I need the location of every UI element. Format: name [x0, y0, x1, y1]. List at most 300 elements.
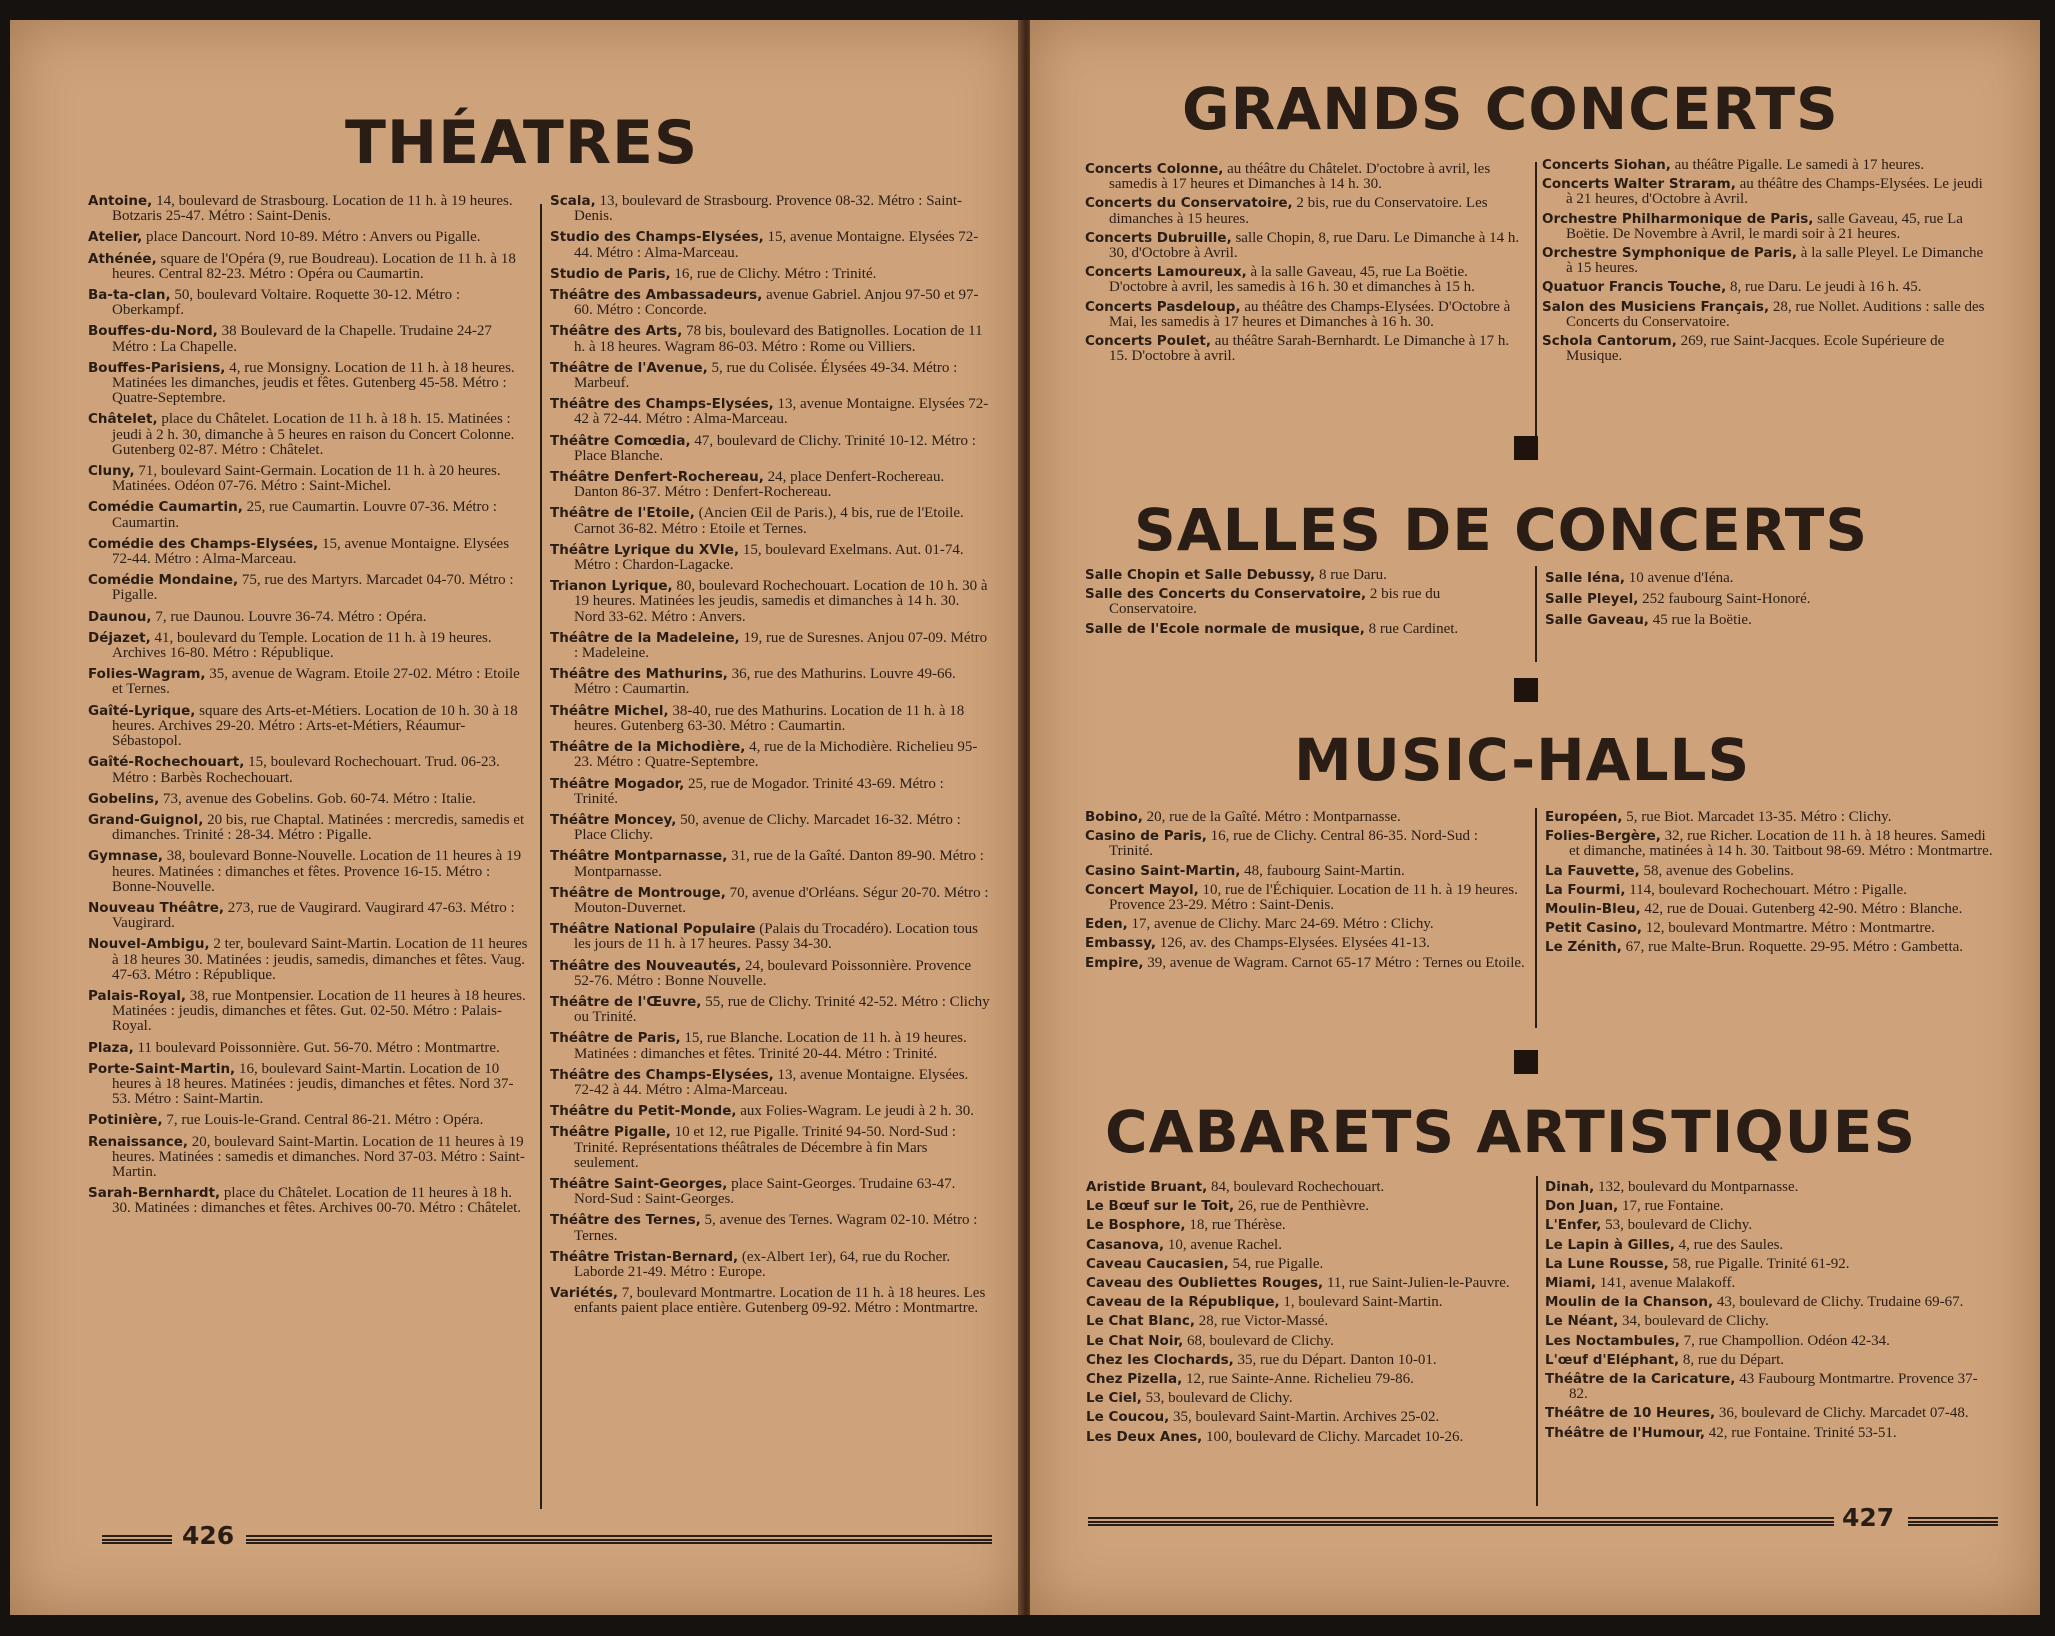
listing-entry	[1086, 1410, 1526, 1425]
listing-name: Salle Pleyel,	[1545, 591, 1639, 607]
listing-name: Salon des Musiciens Français,	[1542, 298, 1770, 315]
listing-details: au théâtre Sarah-Bernhardt. Le Dimanche à 17 h. 15. D'octobre à avril.	[1109, 333, 1510, 365]
listing-entry	[1086, 1314, 1526, 1329]
listing-entry	[88, 1186, 528, 1216]
listing-name: Théâtre du Petit-Monde,	[550, 1103, 737, 1120]
listing-details: 28, rue Nollet. Auditions : salle des Concerts du Conservatoire.	[1566, 298, 1985, 330]
listing-details: 2 bis, rue du Conservatoire. Les dimanches à 15 heures.	[1109, 195, 1488, 227]
listing-name: Embassy,	[1085, 935, 1157, 952]
listing-details: 70, avenue d'Orléans. Ségur 20-70. Métro : Mouton-Duvernet.	[574, 884, 989, 916]
listing-name: Théâtre de l'Etoile,	[550, 505, 695, 522]
listing-entry	[550, 959, 990, 989]
listing-details: 25, rue de Mogador. Trinité 43-69. Métro : Trinité.	[574, 775, 944, 807]
listing-entry	[1545, 864, 1995, 879]
listing-details: 15, avenue Montaigne. Elysées 72-44. Métro : Alma-Marceau.	[574, 229, 979, 261]
listing-name: Schola Cantorum,	[1542, 333, 1677, 350]
listing-details: 252 faubourg Saint-Honoré.	[1642, 591, 1811, 607]
listing-entry	[88, 610, 528, 625]
listing-entry	[550, 470, 990, 500]
page-number: 426	[182, 1521, 235, 1550]
listing-name: Salle des Concerts du Conservatoire,	[1085, 586, 1367, 603]
listing-details: 38, boulevard Bonne-Nouvelle. Location de 11 heures à 19 heures. Matinées : dimanches et fêtes. Provence 16-15. Métro : Bonne-Nouvelle.	[112, 848, 522, 895]
listing-entry	[1545, 1314, 1995, 1329]
listing-name: Scala,	[550, 193, 596, 209]
listing-name: Concerts Poulet,	[1085, 333, 1211, 350]
listing-name: Concerts Pasdeloup,	[1085, 298, 1241, 315]
listing-details: 7, rue Champollion. Odéon 42-34.	[1683, 1332, 1890, 1349]
listing-entry	[1545, 570, 1985, 587]
listing-entry	[1545, 921, 1995, 936]
section-separator	[1514, 678, 1538, 702]
listing-name: Théâtre des Mathurins,	[550, 666, 728, 683]
listing-details: salle Chopin, 8, rue Daru. Le Dimanche à 14 h. 30, d'Octobre à Avril.	[1109, 229, 1520, 262]
listing-name: Comédie Mondaine,	[88, 572, 239, 589]
listing-details: 41, boulevard du Temple. Location de 11 h. à 19 heures. Archives 16-80. Métro : République.	[112, 629, 492, 662]
salles-de-concerts-heading: SALLES DE CONCERTS	[1134, 496, 1869, 564]
footer-rule-right-b	[1908, 1517, 1998, 1526]
listing-name: Théâtre des Ambassadeurs,	[550, 287, 763, 304]
music-halls-column-divider	[1535, 808, 1537, 1028]
listing-entry	[88, 1041, 528, 1056]
listing-details: 4, rue de la Michodière. Richelieu 95-23. Métro : Quatre-Septembre.	[574, 739, 978, 771]
listing-entry	[1086, 1218, 1526, 1233]
listing-name: Casino Saint-Martin,	[1085, 862, 1241, 879]
listing-entry	[1085, 162, 1525, 192]
listing-entry	[550, 1031, 990, 1061]
listing-name: Gaîté-Lyrique,	[88, 702, 196, 719]
listing-details: 8, rue du Départ.	[1682, 1351, 1785, 1368]
listing-entry	[550, 704, 990, 734]
listing-name: Don Juan,	[1545, 1198, 1619, 1215]
listing-details: au théâtre des Champs-Elysées. Le jeudi à 21 heures, d'Octobre à Avril.	[1566, 176, 1983, 208]
listing-name: Casanova,	[1086, 1236, 1165, 1253]
listing-entry	[550, 1213, 990, 1243]
listing-name: L'œuf d'Eléphant,	[1545, 1351, 1680, 1368]
listing-entry	[550, 288, 990, 318]
listing-entry	[550, 1250, 990, 1280]
listing-details: 58, avenue des Gobelins.	[1643, 862, 1794, 879]
concerts-column-divider	[1535, 162, 1537, 442]
listing-details: 53, boulevard de Clichy.	[1145, 1390, 1293, 1407]
listing-details: 16, rue de Clichy. Métro : Trinité.	[674, 265, 877, 282]
cabarets-column-2	[1545, 1180, 1995, 1445]
listing-details: 7, rue Daunou. Louvre 36-74. Métro : Opéra.	[155, 608, 427, 625]
listing-name: Caveau des Oubliettes Rouges,	[1086, 1275, 1324, 1292]
listing-entry	[88, 901, 528, 931]
listing-entry	[1086, 1372, 1526, 1387]
listing-entry	[1545, 1372, 1995, 1402]
listing-entry	[550, 267, 990, 282]
listing-name: Théâtre des Arts,	[550, 323, 683, 340]
listing-entry	[1542, 212, 1992, 242]
listing-entry	[550, 361, 990, 391]
listing-entry	[88, 194, 528, 224]
listing-name: Antoine,	[88, 193, 153, 209]
listing-details: 15, avenue Montaigne. Elysées 72-44. Métro : Alma-Marceau.	[112, 535, 510, 568]
listing-details: 2 bis rue du Conservatoire.	[1109, 586, 1441, 618]
listing-name: Salle Gaveau,	[1545, 612, 1649, 628]
listing-details: 2 ter, boulevard Saint-Martin. Location de 11 heures à 18 heures 30. Matinées : jeudis, samedis, dimanches et fêtes. Vaug. 47-63. Métro : République.	[112, 936, 528, 983]
listing-details: 31, rue de la Gaîté. Danton 89-90. Métro : Montparnasse.	[574, 848, 984, 880]
listing-entry	[550, 1068, 990, 1098]
listing-name: Orchestre Symphonique de Paris,	[1542, 245, 1798, 262]
listing-entry	[88, 667, 528, 697]
listing-entry	[1545, 1426, 1995, 1441]
listing-entry	[88, 361, 528, 407]
listing-name: Théâtre de Paris,	[550, 1030, 681, 1047]
listing-entry	[1545, 883, 1995, 898]
listing-entry	[1086, 1391, 1526, 1406]
listing-name: Châtelet,	[88, 411, 158, 428]
listing-name: La Fauvette,	[1545, 862, 1640, 879]
listing-name: Théâtre Lyrique du XVIe,	[550, 541, 740, 558]
page-number: 427	[1842, 1503, 1895, 1532]
listing-details: 34, boulevard de Clichy.	[1621, 1313, 1769, 1330]
listing-details: 16, rue de Clichy. Central 86-35. Nord-Sud : Trinité.	[1109, 828, 1478, 860]
listing-entry	[88, 631, 528, 661]
listing-name: Théâtre des Champs-Elysées,	[550, 396, 774, 413]
listing-details: 67, rue Malte-Brun. Roquette. 29-95. Métro : Gambetta.	[1625, 939, 1964, 956]
listing-entry	[1542, 300, 1992, 330]
listing-details: (Palais du Trocadéro). Location tous les jours de 11 h. à 17 heures. Passy 34-30.	[574, 921, 978, 953]
listing-details: 114, boulevard Rochechouart. Métro : Pigalle.	[1629, 881, 1907, 898]
listing-name: Théâtre de la Caricature,	[1545, 1371, 1736, 1388]
listing-entry	[550, 506, 990, 536]
listing-name: Empire,	[1085, 954, 1144, 971]
listing-name: Théâtre des Ternes,	[550, 1212, 701, 1229]
listing-entry	[1085, 568, 1525, 583]
listing-name: Concert Mayol,	[1085, 881, 1199, 898]
listing-entry	[550, 849, 990, 879]
listing-entry	[1086, 1238, 1526, 1253]
listing-details: 20 bis, rue Chaptal. Matinées : mercredis, samedis et dimanches. Trinité : 28-34. Métro : Pigalle.	[112, 811, 525, 844]
listing-details: 13, boulevard de Strasbourg. Provence 08-32. Métro : Saint-Denis.	[574, 193, 963, 225]
listing-entry	[550, 397, 990, 427]
listing-name: Le Coucou,	[1086, 1409, 1170, 1426]
listing-details: 4, rue des Saules.	[1678, 1236, 1784, 1253]
listing-entry	[1086, 1180, 1526, 1195]
listing-name: Studio de Paris,	[550, 265, 671, 282]
listing-name: Théâtre Denfert-Rochereau,	[550, 469, 764, 486]
listing-name: La Lune Rousse,	[1545, 1255, 1669, 1272]
listing-details: 8 rue Cardinet.	[1368, 620, 1459, 637]
listing-entry	[88, 288, 528, 318]
listing-entry	[1545, 612, 1985, 629]
right-page	[1030, 20, 2040, 1615]
listing-entry	[550, 886, 990, 916]
listing-details: 25, rue Caumartin. Louvre 07-36. Métro : Caumartin.	[112, 499, 497, 531]
listing-name: Plaza,	[88, 1039, 134, 1056]
listing-details: 35, avenue de Wagram. Etoile 27-02. Métro : Etoile et Ternes.	[112, 666, 520, 698]
music-halls-heading: MUSIC-HALLS	[1294, 726, 1751, 794]
listing-details: 10, rue de l'Échiquier. Location de 11 h. à 19 heures. Provence 23-29. Métro : Saint-Denis.	[1109, 881, 1518, 914]
theatres-column-2	[550, 194, 990, 1323]
music-halls-column-1	[1085, 810, 1525, 975]
listing-details: aux Folies-Wagram. Le jeudi à 2 h. 30.	[740, 1103, 974, 1120]
cabarets-artistiques-heading: CABARETS ARTISTIQUES	[1105, 1098, 1917, 1166]
listing-details: 126, av. des Champs-Elysées. Elysées 41-13.	[1159, 935, 1430, 952]
listing-name: Concerts Siohan,	[1542, 157, 1671, 173]
listing-details: 1, boulevard Saint-Martin.	[1283, 1294, 1443, 1311]
listing-name: Trianon Lyrique,	[550, 578, 673, 595]
listing-entry	[88, 813, 528, 843]
listing-details: 5, rue du Colisée. Élysées 49-34. Métro : Marbeuf.	[574, 359, 958, 392]
listing-entry	[550, 324, 990, 354]
listing-name: Théâtre de 10 Heures,	[1545, 1405, 1716, 1422]
listing-entry	[550, 740, 990, 770]
listing-entry	[1542, 158, 1992, 173]
listing-name: Quatuor Francis Touche,	[1542, 279, 1727, 296]
listing-entry	[550, 813, 990, 843]
listing-details: 35, rue du Départ. Danton 10-01.	[1237, 1351, 1437, 1368]
listing-name: Les Noctambules,	[1545, 1332, 1680, 1349]
listing-name: Les Deux Anes,	[1086, 1428, 1203, 1445]
listing-details: 10, avenue Rachel.	[1167, 1236, 1282, 1253]
listing-name: Le Chat Noir,	[1086, 1332, 1184, 1349]
listing-name: Gymnase,	[88, 848, 163, 865]
left-page	[10, 20, 1022, 1615]
listing-entry	[88, 412, 528, 458]
listing-name: L'Enfer,	[1545, 1217, 1602, 1234]
listing-details: au théâtre des Champs-Elysées. D'Octobre à Mai, les samedis à 17 heures et Dimanches à 16 h. 30.	[1109, 298, 1511, 330]
listing-details: 38-40, rue des Mathurins. Location de 11 h. à 18 heures. Gutenberg 63-30. Métro : Caumartin.	[574, 702, 965, 734]
listing-entry	[88, 937, 528, 983]
listing-entry	[1086, 1199, 1526, 1214]
listing-name: Variétés,	[550, 1285, 619, 1302]
listing-entry	[1085, 829, 1525, 859]
listing-name: Théâtre de la Michodière,	[550, 739, 746, 756]
listing-name: Athénée,	[88, 250, 157, 267]
listing-entry	[1085, 936, 1525, 951]
listing-details: 12, boulevard Montmartre. Métro : Montmartre.	[1645, 920, 1935, 937]
listing-name: Bouffes-Parisiens,	[88, 359, 226, 376]
listing-name: Daunou,	[88, 608, 152, 625]
listing-details: place du Châtelet. Location de 11 h. à 18 h. 15. Matinées : jeudi à 2 h. 30, dimanche à 5 heures en raison du Concert Colonne. Gutenberg 02-87. Métro : Châtelet.	[112, 411, 515, 458]
listing-details: square des Arts-et-Métiers. Location de 10 h. 30 à 18 heures. Archives 29-20. Métro : Arts-et-Métiers, Réaumur-Sébastopol.	[112, 702, 518, 750]
listing-name: Ba-ta-clan,	[88, 287, 171, 304]
listing-details: 71, boulevard Saint-Germain. Location de 11 h. à 20 heures. Matinées. Odéon 07-76. Métro : Saint-Michel.	[112, 463, 501, 495]
listing-name: Le Bosphore,	[1086, 1217, 1186, 1234]
listing-name: Théâtre Tristan-Bernard,	[550, 1248, 739, 1265]
listing-details: 48, faubourg Saint-Martin.	[1244, 862, 1405, 879]
listing-name: Concerts Walter Straram,	[1542, 176, 1736, 193]
listing-entry	[1545, 1180, 1995, 1195]
listing-entry	[550, 1177, 990, 1207]
listing-details: 36, boulevard de Clichy. Marcadet 07-48.	[1718, 1405, 1969, 1422]
listing-details: 20, rue de la Gaîté. Métro : Montparnasse.	[1146, 809, 1401, 825]
listing-name: Folies-Wagram,	[88, 666, 206, 683]
cabarets-column-divider	[1536, 1176, 1538, 1506]
listing-entry	[550, 579, 990, 625]
listing-name: Théâtre National Populaire	[550, 921, 756, 938]
listing-details: au théâtre du Châtelet. D'octobre à avril, les samedis à 17 heures et Dimanches à 14 h. 30.	[1109, 161, 1491, 193]
listing-details: 24, boulevard Poissonnière. Provence 52-76. Métro : Bonne Nouvelle.	[574, 957, 972, 989]
listing-details: 17, rue Fontaine.	[1622, 1198, 1724, 1215]
listing-name: Comédie Caumartin,	[88, 499, 243, 516]
listing-details: 7, boulevard Montmartre. Location de 11 h. à 18 heures. Les enfants paient place entière. Gutenberg 09-92. Métro : Montmartre.	[574, 1285, 986, 1317]
listing-details: 269, rue Saint-Jacques. Ecole Supérieure de Musique.	[1566, 333, 1945, 365]
listing-name: Bobino,	[1085, 809, 1143, 825]
listing-name: Salle Iéna,	[1545, 570, 1625, 586]
listing-name: Concerts Colonne,	[1085, 161, 1224, 177]
listing-name: Concerts du Conservatoire,	[1085, 195, 1293, 212]
listing-entry	[1086, 1430, 1526, 1445]
listing-entry	[1545, 902, 1995, 917]
listing-entry	[1545, 940, 1995, 955]
listing-details: 17, avenue de Clichy. Marc 24-69. Métro : Clichy.	[1131, 916, 1434, 933]
listing-entry	[88, 537, 528, 567]
listing-name: Théâtre Mogador,	[550, 775, 685, 792]
footer-rule-left-a	[102, 1535, 172, 1544]
section-separator	[1514, 436, 1538, 460]
listing-entry	[550, 194, 990, 224]
listing-entry	[1545, 1406, 1995, 1421]
listing-entry	[550, 434, 990, 464]
listing-entry	[1545, 1295, 1995, 1310]
listing-name: Studio des Champs-Elysées,	[550, 229, 764, 246]
listing-entry	[550, 543, 990, 573]
listing-details: 14, boulevard de Strasbourg. Location de 11 h. à 19 heures. Botzaris 25-47. Métro : Saint-Denis.	[112, 193, 513, 225]
listing-name: Théâtre de la Madeleine,	[550, 629, 740, 646]
listing-details: 273, rue de Vaugirard. Vaugirard 47-63. Métro : Vaugirard.	[112, 899, 515, 932]
listing-entry	[1545, 829, 1995, 859]
listing-details: 15, rue Blanche. Location de 11 h. à 19 heures. Matinées : dimanches et fêtes. Trinité 20-44. Métro : Trinité.	[574, 1030, 967, 1062]
listing-name: Sarah-Bernhardt,	[88, 1185, 221, 1202]
listing-details: 5, rue Biot. Marcadet 13-35. Métro : Clichy.	[1626, 809, 1892, 825]
listing-entry	[1545, 1199, 1995, 1214]
listing-entry	[1545, 1353, 1995, 1368]
salles-column-divider	[1535, 566, 1537, 662]
listing-details: au théâtre Pigalle. Le samedi à 17 heures.	[1674, 157, 1925, 173]
listing-entry	[550, 1104, 990, 1119]
listing-details: 80, boulevard Rochechouart. Location de 10 h. 30 à 19 heures. Matinées les jeudis, samedis et dimanches à 14 h. 30. Nord 33-62. Métro : Anvers.	[574, 578, 988, 625]
listing-name: Salle Chopin et Salle Debussy,	[1085, 567, 1316, 583]
listing-details: 28, rue Victor-Massé.	[1198, 1313, 1329, 1330]
listing-name: Atelier,	[88, 229, 143, 246]
listing-entry	[1085, 231, 1525, 261]
listing-entry	[550, 995, 990, 1025]
listing-name: Le Ciel,	[1086, 1390, 1142, 1407]
listing-details: 5, avenue des Ternes. Wagram 02-10. Métro : Ternes.	[574, 1212, 978, 1244]
cabarets-column-1	[1086, 1180, 1526, 1449]
listing-entry	[1542, 177, 1992, 207]
listing-entry	[1086, 1353, 1526, 1368]
listing-entry	[88, 464, 528, 494]
listing-details: avenue Gabriel. Anjou 97-50 et 97-60. Métro : Concorde.	[574, 287, 979, 319]
concerts-column-2	[1542, 158, 1992, 368]
listing-details: 13, avenue Montaigne. Elysées. 72-42 à 44. Métro : Alma-Marceau.	[574, 1066, 969, 1098]
listing-name: Grand-Guignol,	[88, 811, 204, 828]
theatres-heading: THÉATRES	[345, 108, 699, 178]
listing-entry	[550, 631, 990, 661]
listing-entry	[88, 755, 528, 785]
footer-rule-right-a	[1088, 1517, 1834, 1526]
listing-details: 42, rue Fontaine. Trinité 53-51.	[1708, 1424, 1897, 1441]
listing-entry	[88, 252, 528, 282]
listing-details: 11, rue Saint-Julien-le-Pauvre.	[1326, 1275, 1510, 1292]
listing-name: Théâtre Pigalle,	[550, 1124, 671, 1141]
listing-entry	[88, 849, 528, 895]
listing-details: (ex-Albert 1er), 64, rue du Rocher. Laborde 21-49. Métro : Europe.	[574, 1248, 951, 1280]
listing-details: 8, rue Daru. Le jeudi à 16 h. 45.	[1729, 279, 1922, 296]
listing-name: Concerts Dubruille,	[1085, 229, 1232, 246]
listing-details: 68, boulevard de Clichy.	[1187, 1332, 1334, 1349]
listing-name: Théâtre Moncey,	[550, 811, 677, 828]
listing-details: 73, avenue des Gobelins. Gob. 60-74. Métro : Italie.	[162, 790, 476, 807]
listing-entry	[550, 667, 990, 697]
listing-entry	[1085, 587, 1525, 617]
grands-concerts-heading: GRANDS CONCERTS	[1182, 75, 1839, 143]
listing-name: Caveau Caucasien,	[1086, 1255, 1229, 1272]
listing-entry	[1085, 196, 1525, 226]
listing-name: Le Zénith,	[1545, 939, 1622, 956]
listing-name: Moulin de la Chanson,	[1545, 1294, 1714, 1311]
listing-name: Porte-Saint-Martin,	[88, 1060, 236, 1077]
listing-name: Renaissance,	[88, 1133, 188, 1150]
listing-name: Le Lapin à Gilles,	[1545, 1236, 1675, 1253]
listing-entry	[88, 1113, 528, 1128]
listing-name: Théâtre de l'Humour,	[1545, 1424, 1705, 1441]
theatres-column-1	[88, 194, 528, 1223]
listing-name: Cluny,	[88, 463, 135, 480]
listing-details: 26, rue de Penthièvre.	[1237, 1198, 1370, 1215]
listing-details: 47, boulevard de Clichy. Trinité 10-12. Métro : Place Blanche.	[574, 432, 976, 464]
listing-name: Eden,	[1085, 916, 1128, 933]
listing-details: 18, rue Thérèse.	[1189, 1217, 1286, 1234]
listing-name: Orchestre Philharmonique de Paris,	[1542, 210, 1814, 227]
listing-details: salle Gaveau, 45, rue La Boëtie. De Novembre à Avril, le mardi soir à 21 heures.	[1566, 210, 1963, 242]
listing-details: 78 bis, boulevard des Batignolles. Location de 11 h. à 18 heures. Wagram 86-03. Métro : Rome ou Villiers.	[574, 323, 983, 355]
listing-details: à la salle Pleyel. Le Dimanche à 15 heures.	[1566, 245, 1984, 277]
listing-name: Concerts Lamoureux,	[1085, 264, 1247, 281]
listing-details: 132, boulevard du Montparnasse.	[1598, 1179, 1799, 1195]
listing-entry	[1545, 1257, 1995, 1272]
listing-name: Gaîté-Rochechouart,	[88, 754, 245, 771]
salles-column-2	[1545, 570, 1985, 633]
listing-entry	[1085, 917, 1525, 932]
listing-entry	[1545, 1218, 1995, 1233]
salles-column-1	[1085, 568, 1525, 641]
listing-details: place Saint-Georges. Trudaine 63-47. Nord-Sud : Saint-Georges.	[574, 1175, 956, 1208]
listing-name: Le Néant,	[1545, 1313, 1619, 1330]
listing-entry	[88, 230, 528, 245]
listing-entry	[1086, 1295, 1526, 1310]
listing-entry	[1545, 1238, 1995, 1253]
listing-details: 43 Faubourg Montmartre. Provence 37-82.	[1569, 1371, 1978, 1403]
listing-details: 141, avenue Malakoff.	[1599, 1275, 1736, 1292]
listing-details: 36, rue des Mathurins. Louvre 49-66. Métro : Caumartin.	[574, 666, 956, 698]
listing-entry	[1085, 265, 1525, 295]
listing-details: 16, boulevard Saint-Martin. Location de 10 heures à 18 heures. Matinées : jeudis, dimanches et fêtes. Nord 37-53. Métro : Saint-Martin.	[112, 1060, 514, 1108]
listing-entry	[1085, 956, 1525, 971]
listing-details: 43, boulevard de Clichy. Trudaine 69-67.	[1716, 1294, 1964, 1311]
listing-details: 55, rue de Clichy. Trinité 42-52. Métro : Clichy ou Trinité.	[574, 993, 990, 1026]
listing-details: 38 Boulevard de la Chapelle. Trudaine 24-27 Métro : La Chapelle.	[112, 323, 492, 355]
listing-details: 19, rue de Suresnes. Anjou 07-09. Métro : Madeleine.	[574, 629, 988, 662]
listing-entry	[88, 324, 528, 354]
listing-name: Théâtre Saint-Georges,	[550, 1175, 728, 1192]
listing-name: Nouveau Théâtre,	[88, 899, 225, 916]
listing-name: Chez Pizella,	[1086, 1371, 1183, 1388]
theatres-column-divider	[540, 204, 542, 1509]
listing-name: Comédie des Champs-Elysées,	[88, 535, 319, 552]
listing-name: Potinière,	[88, 1112, 163, 1129]
listing-details: 58, rue Pigalle. Trinité 61-92.	[1672, 1255, 1850, 1272]
listing-entry	[1542, 246, 1992, 276]
listing-entry	[1545, 591, 1985, 608]
listing-entry	[88, 573, 528, 603]
listing-details: (Ancien Œil de Paris.), 4 bis, rue de l'Etoile. Carnot 36-82. Métro : Etoile et Ternes.	[574, 505, 964, 537]
